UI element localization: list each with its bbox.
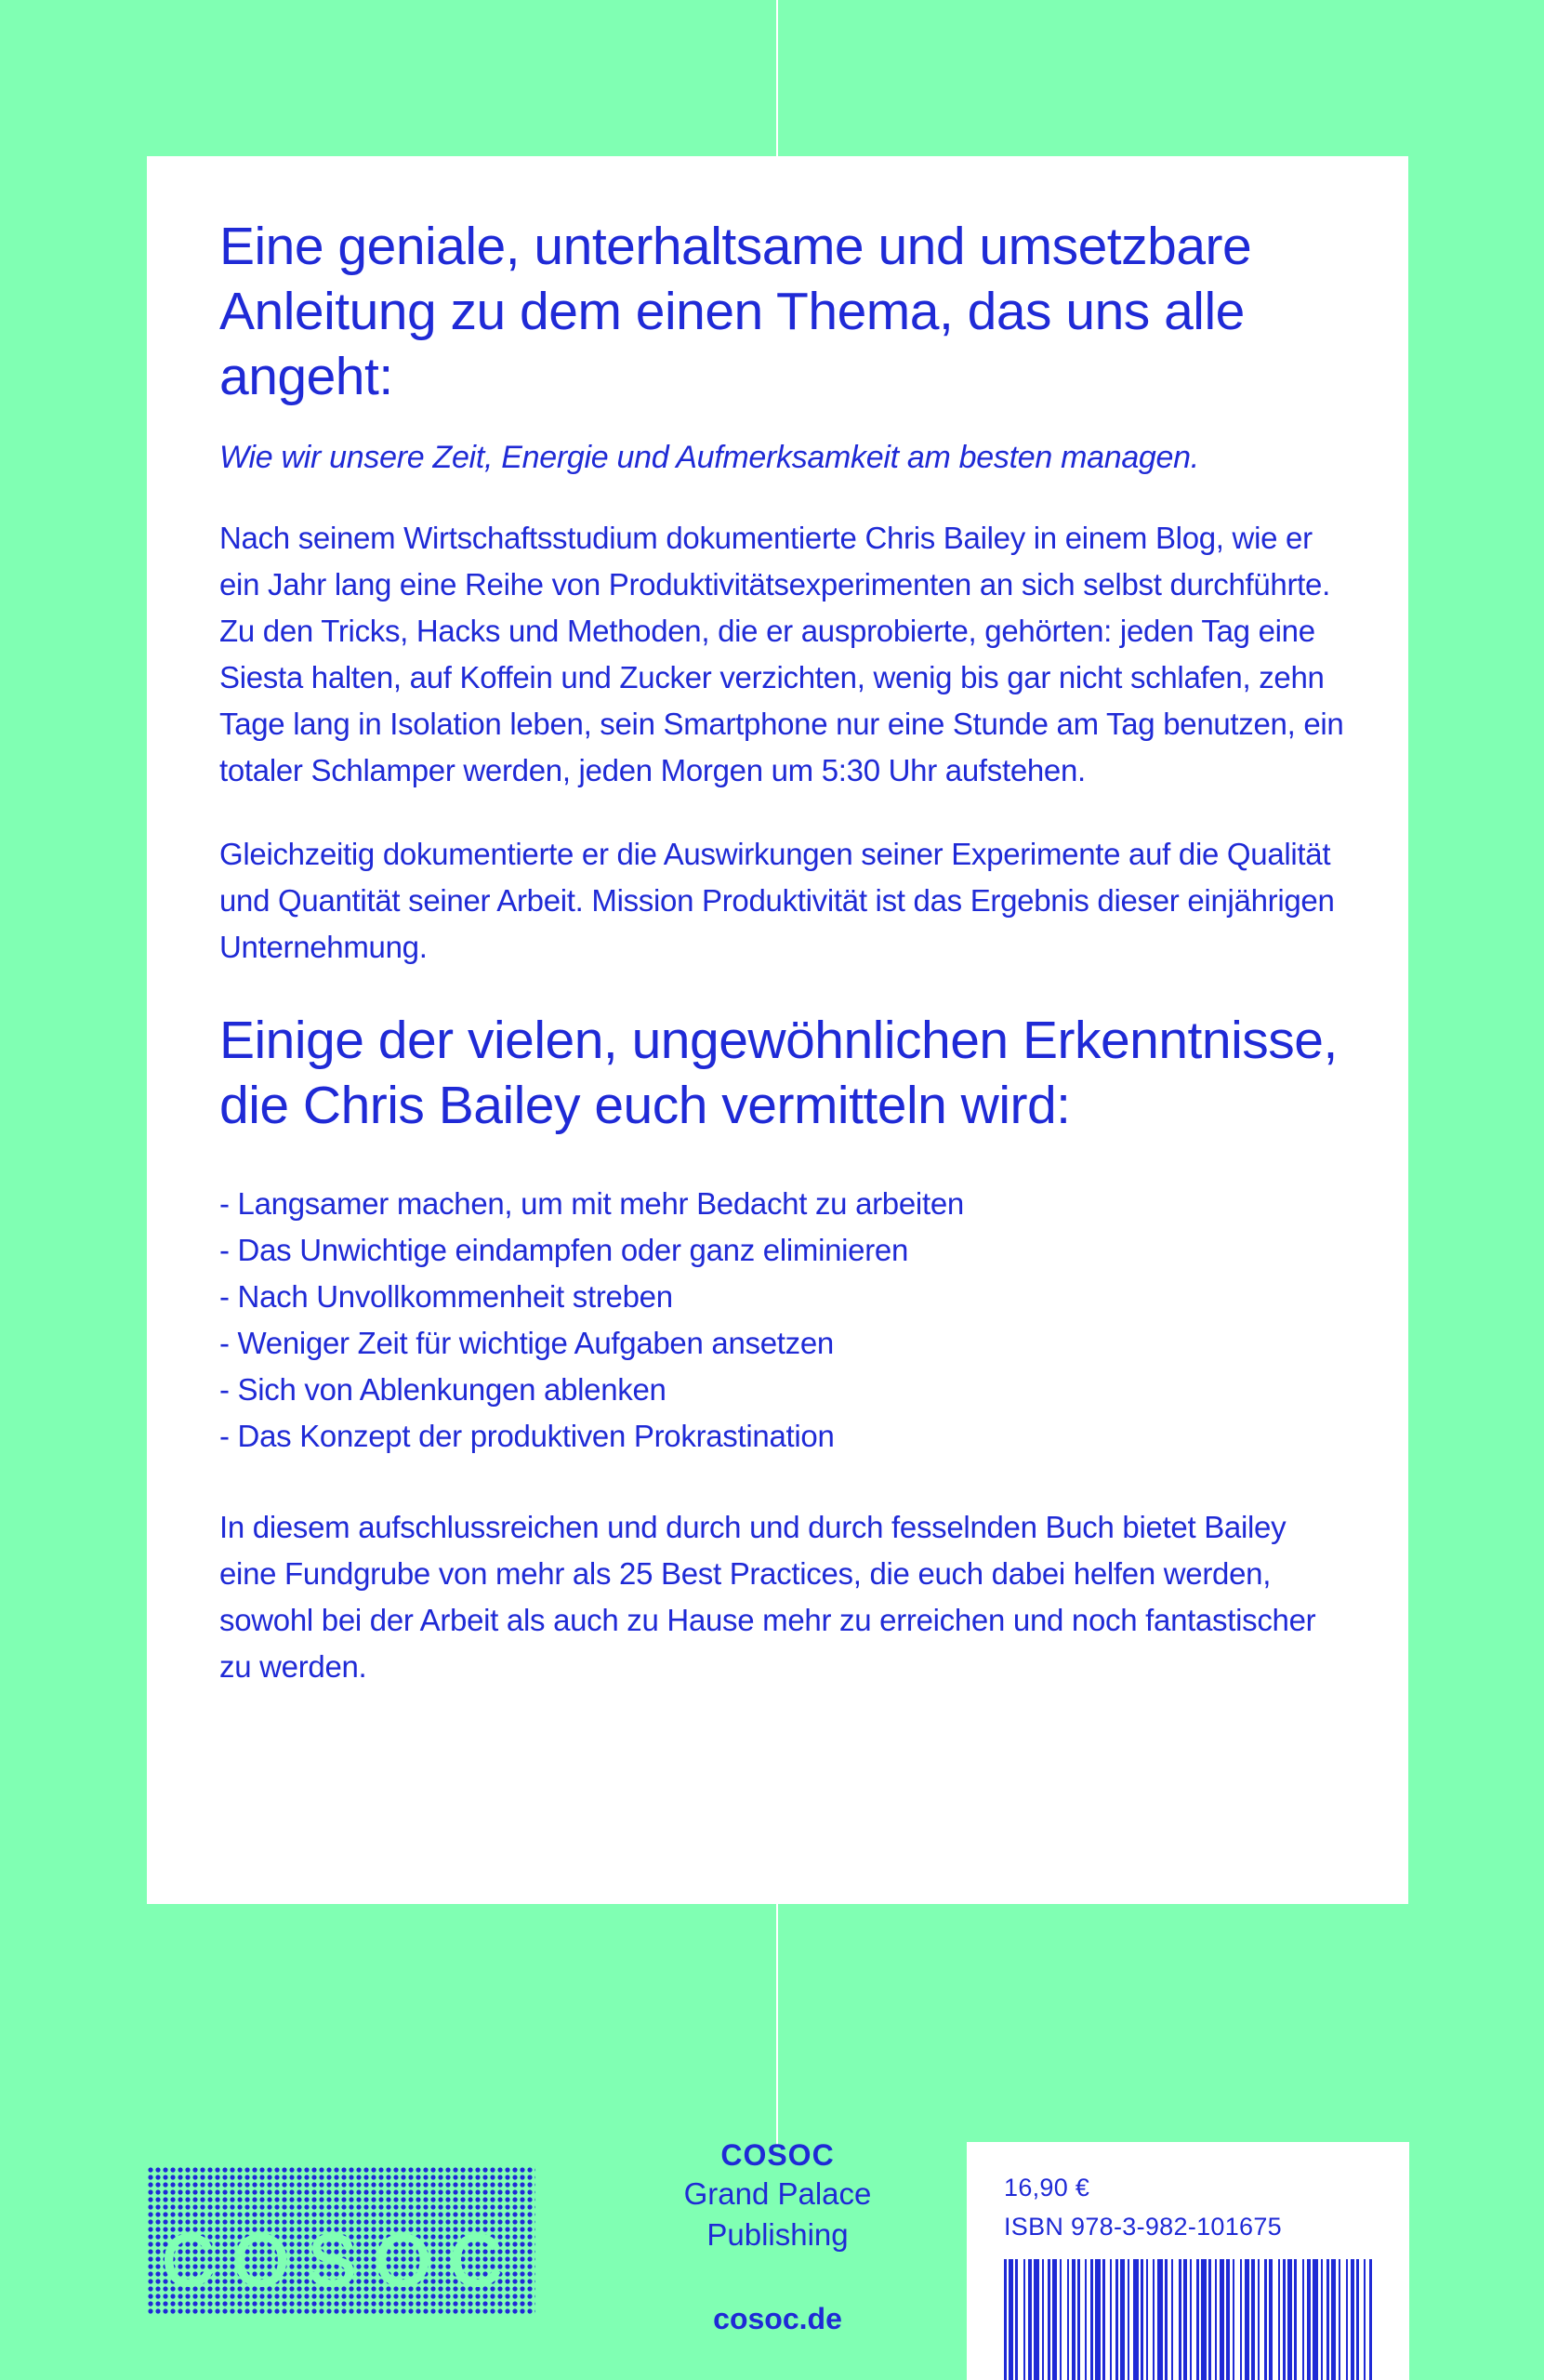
blurb-panel [147,156,1408,1904]
center-line-bottom [776,1904,778,2146]
list-item: - Langsamer machen, um mit mehr Bedacht zu arbeiten [219,1186,964,1221]
headline-2: Einige der vielen, ungewöhnlichen Erkenntnisse, die Chris Bailey euch vermitteln wird: [219,1011,1338,1135]
list-item: - Weniger Zeit für wichtige Aufgaben ansetzen [219,1326,834,1360]
center-line-top [776,0,778,156]
cosoc-dot-logo [147,2166,535,2315]
list-item: - Nach Unvollkommenheit streben [219,1279,673,1314]
barcode [1004,2259,1372,2380]
blurb-content [219,214,1344,1727]
publisher-brand: COSOC [720,2138,835,2172]
price: 16,90 € [1004,2174,1090,2202]
list-item: - Das Unwichtige eindampfen oder ganz eliminieren [219,1233,909,1267]
paragraph-3: In diesem aufschlussreichen und durch und durch fesselnden Buch bietet Bailey eine Fundgrube von mehr als 25 Best Practices, die euch dabei helfen werden, sowohl bei der Arbeit als auch zu Hause mehr zu erreichen und noch fantastischer zu werden. [219,1510,1316,1684]
list-item: - Sich von Ablenkungen ablenken [219,1372,666,1407]
isbn: ISBN 978-3-982-101675 [1004,2213,1283,2241]
publisher-name-line-1: Grand Palace [683,2176,872,2211]
publisher-url[interactable]: cosoc.de [713,2302,842,2335]
headline: Eine geniale, unterhaltsame und umsetzbare Anleitung zu dem einen Thema, das uns alle angeht: [219,217,1252,406]
paragraph-1: Nach seinem Wirtschaftsstudium dokumentierte Chris Bailey in einem Blog, wie er ein Jahr lang eine Reihe von Produktivitätsexperimenten an sich selbst durchführte. Zu den Tricks, Hacks und Methoden, die er ausprobierte, gehörten: jeden Tag eine Siesta halten, auf Koffein und Zucker verzichten, wenig bis gar nicht schlafen, zehn Tage lang in Isolation leben, sein Smartphone nur eine Stunde am Tag benutzen, ein totaler Schlamper werden, jeden Morgen um 5:30 Uhr aufstehen. [219,521,1344,787]
insights-list [219,1181,1344,1460]
barcode-box [967,2142,1409,2380]
publisher-block [632,2136,923,2337]
publisher-name-line-2: Publishing [706,2217,849,2252]
list-item: - Das Konzept der produktiven Prokrastination [219,1419,835,1453]
subheadline: Wie wir unsere Zeit, Energie und Aufmerksamkeit am besten managen. [219,440,1199,475]
paragraph-2: Gleichzeitig dokumentierte er die Auswirkungen seiner Experimente auf die Qualität und Quantität seiner Arbeit. Mission Produktivität ist das Ergebnis dieser einjährigen Unternehmung. [219,837,1335,964]
